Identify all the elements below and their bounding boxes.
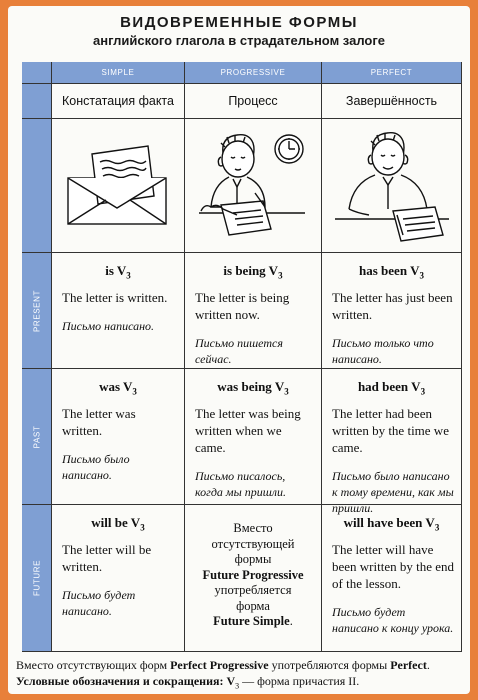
poster-card	[8, 6, 470, 694]
cell-present-simple	[52, 253, 185, 369]
row-label-future: FUTURE	[22, 505, 52, 652]
russian-translation: Письмо только что написано.	[332, 335, 434, 366]
row-label-past: PAST	[22, 369, 52, 505]
meaning-progressive: Процесс	[185, 84, 322, 119]
page-subtitle: английского глагола в страдательном залоге	[93, 33, 385, 48]
footer-line-1: Вместо отсутствующих форм Perfect Progressive употребляются формы Perfect.	[16, 658, 430, 672]
boy-reading-letter-icon	[331, 127, 453, 245]
cell-future-progressive	[185, 505, 322, 652]
illustration-boy-reading	[322, 119, 462, 253]
cell-future-perfect	[322, 505, 462, 652]
russian-translation: Письмо будет написано к концу урока.	[332, 604, 454, 635]
side-blank-1	[22, 84, 52, 119]
cell-past-perfect	[322, 369, 462, 515]
boy-writing-clock-icon	[193, 127, 313, 245]
cell-past-simple	[52, 369, 185, 505]
cell-present-progressive	[185, 253, 322, 369]
column-header-perfect: PERFECT	[322, 62, 462, 84]
page-title: ВИДОВРЕМЕННЫЕ ФОРМЫ	[120, 14, 358, 31]
formula: has been $V_3$	[359, 263, 424, 281]
cell-present-perfect	[322, 253, 462, 369]
formula: is $V_3$	[105, 263, 131, 281]
formula: is being $V_3$	[223, 263, 283, 281]
future-progressive-note: Вместо отсутствующей формы Future Progressive употребляется форма Future Simple.	[202, 521, 304, 628]
illustration-envelope	[52, 119, 185, 253]
row-label-present: PRESENT	[22, 253, 52, 369]
russian-translation: Письмо было написано к тому времени, как мы пришли.	[332, 468, 454, 515]
cell-future-simple	[52, 505, 185, 652]
english-example: The letter is written.	[62, 289, 168, 305]
envelope-letter-icon	[62, 144, 174, 228]
russian-translation: Письмо пишется сейчас.	[195, 335, 283, 366]
english-example: The letter is being written now.	[195, 289, 290, 322]
cell-past-progressive	[185, 369, 322, 505]
tense-table	[22, 62, 462, 652]
illustration-boy-writing	[185, 119, 322, 253]
russian-translation: Письмо написано.	[62, 318, 155, 333]
russian-translation: Письмо будет написано.	[62, 587, 136, 618]
formula: will have been $V_3$	[343, 515, 440, 533]
footer-line-2: Условные обозначения и сокращения: $V_3$ — форма причастия II.	[16, 674, 360, 691]
side-blank-2	[22, 119, 52, 253]
formula: was $V_3$	[99, 379, 137, 397]
footer-notes	[16, 657, 466, 694]
english-example: The letter had been written by the time we came.	[332, 405, 449, 455]
meaning-simple: Констатация факта	[52, 84, 185, 119]
formula: was being $V_3$	[217, 379, 289, 397]
column-header-progressive: PROGRESSIVE	[185, 62, 322, 84]
formula: had been $V_3$	[357, 379, 426, 397]
corner-cell	[22, 62, 52, 84]
russian-translation: Письмо писалось, когда мы пришли.	[195, 468, 286, 499]
english-example: The letter will have been written by the end of the lesson.	[332, 541, 455, 591]
meaning-perfect: Завершённость	[322, 84, 462, 119]
english-example: The letter has just been written.	[332, 289, 453, 322]
english-example: The letter will be written.	[62, 541, 152, 574]
formula: will be $V_3$	[91, 515, 145, 533]
english-example: The letter was written.	[62, 405, 136, 438]
column-header-simple: SIMPLE	[52, 62, 185, 84]
russian-translation: Письмо было написано.	[62, 451, 130, 482]
english-example: The letter was being written when we came.	[195, 405, 301, 455]
